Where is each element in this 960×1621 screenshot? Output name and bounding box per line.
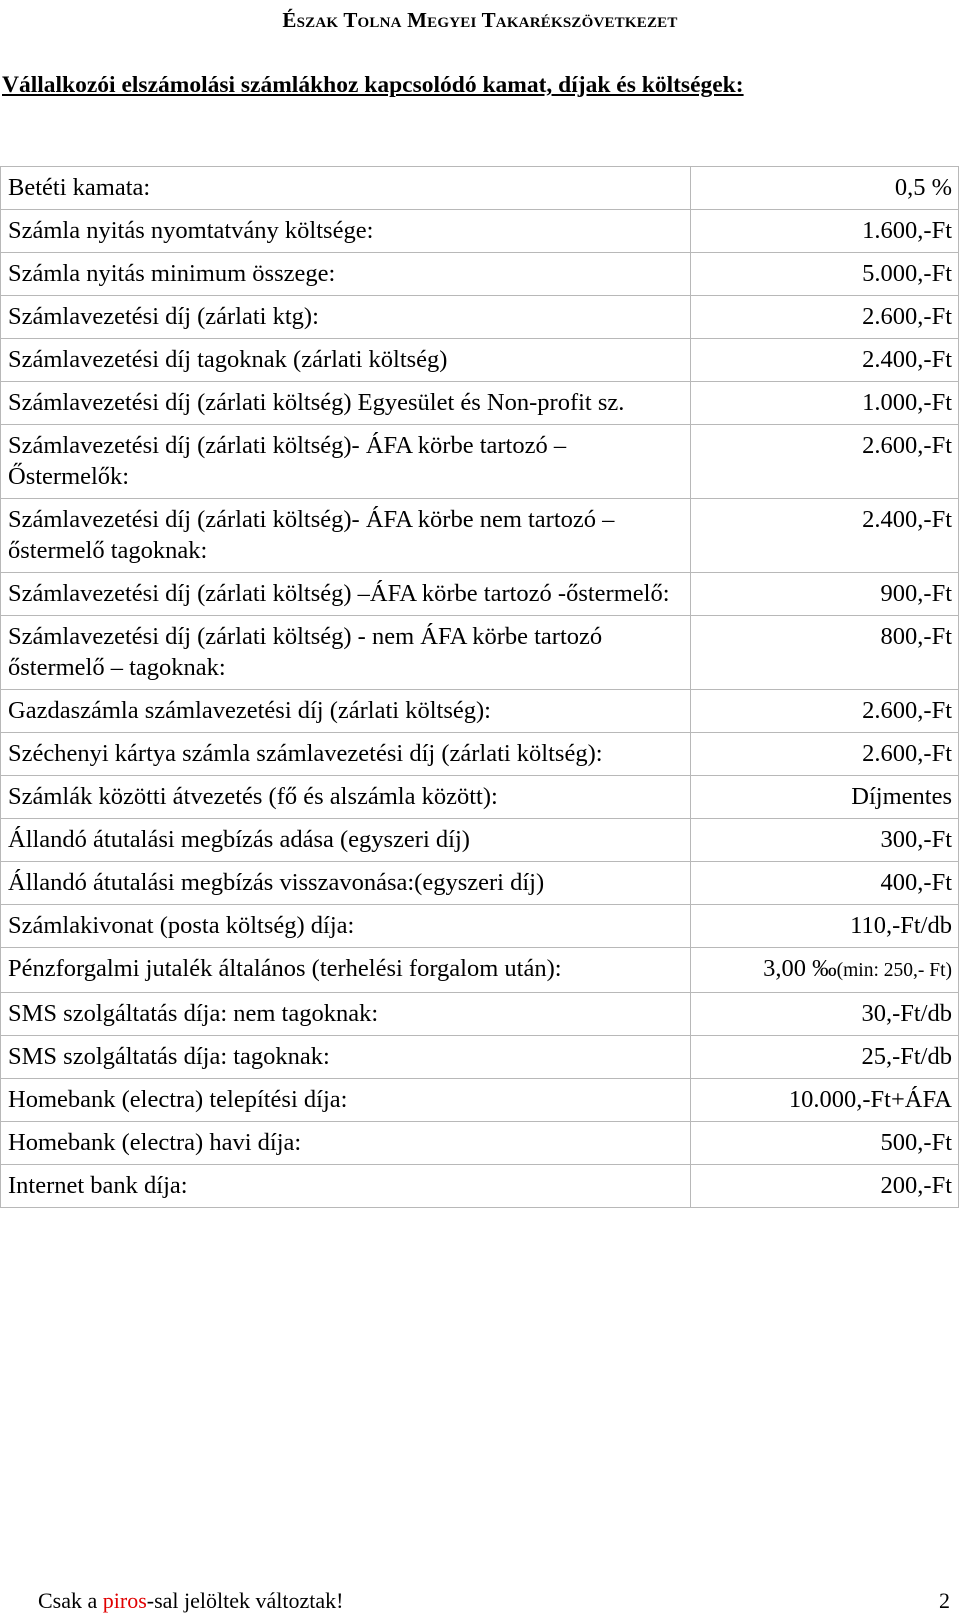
footer-note-end: -sal jelöltek változtak!: [146, 1588, 344, 1613]
row-label: Számlakivonat (posta költség) díja:: [1, 905, 691, 948]
row-value: 10.000,-Ft+ÁFA: [691, 1079, 959, 1122]
table-row: [1, 993, 959, 1036]
row-value: 300,-Ft: [691, 819, 959, 862]
table-row: [1, 425, 959, 499]
table-row: [1, 1036, 959, 1079]
row-value: 500,-Ft: [691, 1122, 959, 1165]
row-label: Internet bank díja:: [1, 1165, 691, 1208]
row-value: 2.400,-Ft: [691, 339, 959, 382]
table-row: [1, 382, 959, 425]
footer-note-red: piros: [102, 1588, 147, 1613]
row-value: 1.000,-Ft: [691, 382, 959, 425]
row-value: 0,5 %: [691, 167, 959, 210]
commission-minimum: (min: 250,- Ft): [836, 960, 952, 981]
row-label: Számlavezetési díj (zárlati költség) Egyesület és Non-profit sz.: [1, 382, 691, 425]
row-label: Homebank (electra) telepítési díja:: [1, 1079, 691, 1122]
row-value: 2.600,-Ft: [691, 425, 959, 499]
row-label: Számlák közötti átvezetés (fő és alszámla között):: [1, 776, 691, 819]
row-value: 2.600,-Ft: [691, 690, 959, 733]
row-label: Állandó átutalási megbízás adása (egyszeri díj): [1, 819, 691, 862]
row-value: 30,-Ft/db: [691, 993, 959, 1036]
row-value: 800,-Ft: [691, 616, 959, 690]
footer-note-start: Csak a: [38, 1588, 103, 1613]
row-label: Számlavezetési díj (zárlati ktg):: [1, 296, 691, 339]
row-value: [691, 948, 959, 993]
table-row: [1, 1165, 959, 1208]
fee-table: [0, 166, 959, 1208]
row-label: Számla nyitás minimum összege:: [1, 253, 691, 296]
table-row: [1, 690, 959, 733]
table-row: [1, 1122, 959, 1165]
row-label: Számlavezetési díj (zárlati költség)- ÁFA körbe nem tartozó –őstermelő tagoknak:: [1, 499, 691, 573]
row-value: 2.600,-Ft: [691, 296, 959, 339]
row-label: Betéti kamata:: [1, 167, 691, 210]
row-label: SMS szolgáltatás díja: nem tagoknak:: [1, 993, 691, 1036]
row-label: Számlavezetési díj (zárlati költség) - nem ÁFA körbe tartozó őstermelő – tagoknak:: [1, 616, 691, 690]
commission-rate: 3,00 ‰: [763, 955, 837, 982]
row-label: Számlavezetési díj tagoknak (zárlati költség): [1, 339, 691, 382]
row-value: 200,-Ft: [691, 1165, 959, 1208]
page-number: 2: [939, 1588, 950, 1613]
table-row: [1, 167, 959, 210]
page-footer: [38, 1588, 950, 1614]
table-row: [1, 573, 959, 616]
table-row: [1, 253, 959, 296]
row-value: 1.600,-Ft: [691, 210, 959, 253]
row-label: SMS szolgáltatás díja: tagoknak:: [1, 1036, 691, 1079]
table-row: [1, 819, 959, 862]
table-row: [1, 499, 959, 573]
row-label: Széchenyi kártya számla számlavezetési díj (zárlati költség):: [1, 733, 691, 776]
document-header: Észak Tolna Megyei Takarékszövetkezet: [282, 8, 678, 32]
row-label: Számlavezetési díj (zárlati költség) –ÁFA körbe tartozó -őstermelő:: [1, 573, 691, 616]
table-row: [1, 1079, 959, 1122]
table-row: [1, 339, 959, 382]
row-value: 2.600,-Ft: [691, 733, 959, 776]
row-value: 400,-Ft: [691, 862, 959, 905]
row-label: Számlavezetési díj (zárlati költség)- ÁFA körbe tartozó – Őstermelők:: [1, 425, 691, 499]
table-row: [1, 776, 959, 819]
row-label: Számla nyitás nyomtatvány költsége:: [1, 210, 691, 253]
table-row: [1, 296, 959, 339]
row-value: Díjmentes: [691, 776, 959, 819]
row-value: 2.400,-Ft: [691, 499, 959, 573]
row-label: Homebank (electra) havi díja:: [1, 1122, 691, 1165]
table-row: [1, 905, 959, 948]
row-label: Pénzforgalmi jutalék általános (terhelési forgalom után):: [1, 948, 691, 993]
row-label: Gazdaszámla számlavezetési díj (zárlati költség):: [1, 690, 691, 733]
table-row: [1, 616, 959, 690]
section-title: Vállalkozói elszámolási számlákhoz kapcsolódó kamat, díjak és költségek:: [2, 72, 744, 98]
row-value: 110,-Ft/db: [691, 905, 959, 948]
row-value: 25,-Ft/db: [691, 1036, 959, 1079]
row-label: Állandó átutalási megbízás visszavonása:(egyszeri díj): [1, 862, 691, 905]
table-row: [1, 862, 959, 905]
table-row: [1, 210, 959, 253]
table-row: [1, 733, 959, 776]
table-row: [1, 948, 959, 993]
row-value: 5.000,-Ft: [691, 253, 959, 296]
row-value: 900,-Ft: [691, 573, 959, 616]
